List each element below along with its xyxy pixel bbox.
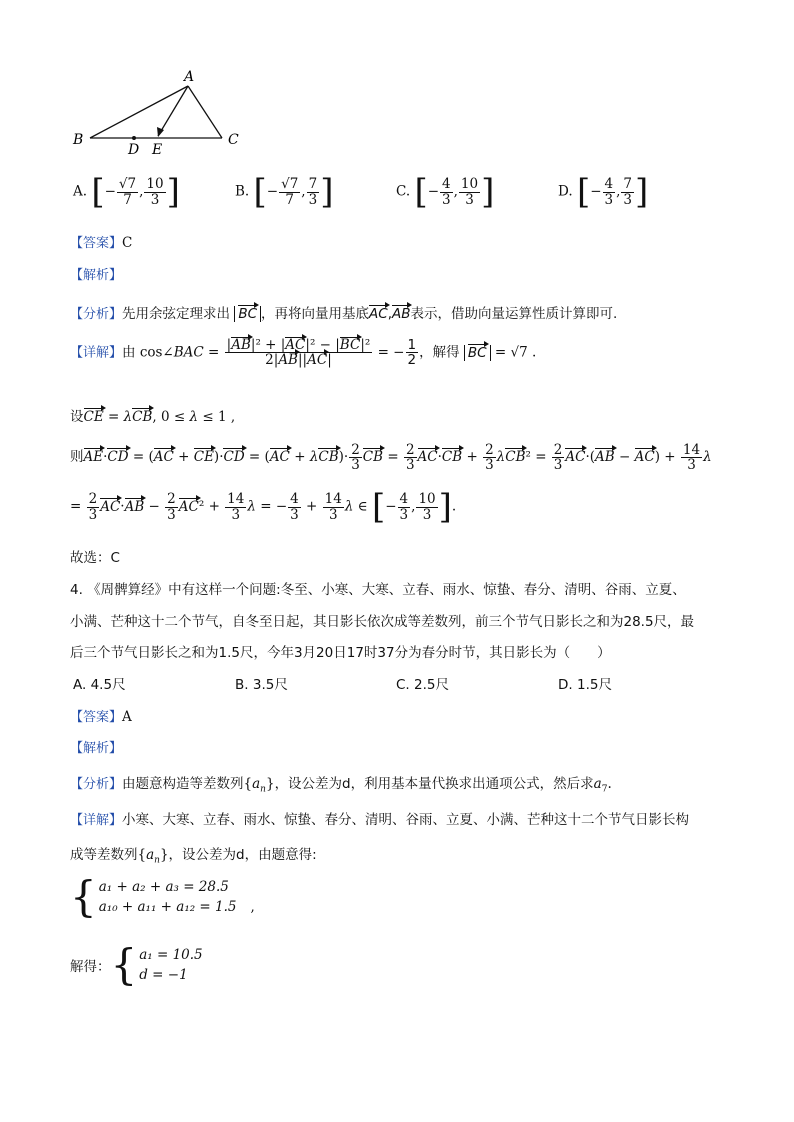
label-c: C xyxy=(228,132,239,148)
q4-system: { a₁ + a₂ + a₃ = 28.5 a₁₀ + a₁₁ + a₁₂ = 1.5 , xyxy=(70,872,255,921)
q4-fenxi-line: 【分析】由题意构造等差数列$\{a_n\}$，设公差为d，利用基本量代换求出通项公式，然后求$a_7$. xyxy=(70,776,612,795)
q4-xiangjie-line2: 成等差数列$\{a_n\}$，设公差为d，由题意得: xyxy=(70,847,317,866)
answer-tag: 【答案】 xyxy=(70,236,123,251)
q4-line2: 小满、芒种这十二个节气，自冬至日起，其日影长依次成等差数列，前三个节气日影长之和为28.5尺，最 xyxy=(70,614,695,630)
q4-solution: 解得： { a₁ = 10.5 d = −1 xyxy=(70,940,203,989)
q3-ze-line: 则AE·CD = (AC + CE)·CD = (AC + λCB)· $\frac{2}{3}$ CB = $\frac{2}{3}$ AC·CB + $\frac{2}{3}$ λCB² = $\frac{2}{3}$ AC·(AB − AC) + $\frac{14}{3}$ λ xyxy=(70,442,712,474)
sol1: a₁ = 10.5 xyxy=(139,947,203,963)
side-ac xyxy=(188,86,222,138)
q4-line3: 后三个节气日影长之和为1.5尺，今年3月20日17时37分为春分时节，其日影长为（ ） xyxy=(70,645,611,661)
q4-xiangjie-line1: 【详解】小寒、大寒、立春、雨水、惊蛰、春分、清明、谷雨、立夏、小满、芒种这十二个节气日影长构 xyxy=(70,812,690,828)
q4-option-d: D. 1.5尺 xyxy=(558,677,612,693)
q3-she-line: 设CE = λCB, 0 ≤ λ ≤ 1 , xyxy=(70,409,236,425)
q3-option-a: A. [− $\frac{√7}{7}$ , $\frac{10}{3}$ ] xyxy=(73,172,180,212)
q3-option-b: B. [− $\frac{√7}{7}$ , $\frac{7}{3}$ ] xyxy=(235,172,334,212)
q3-result-line: = $\frac{2}{3}$ AC·AB − $\frac{2}{3}$ AC² + $\frac{14}{3}$ λ = − $\frac{4}{3}$ + $\frac{14}{3}$ λ ∈ [− $\frac{4}{3}$ , $\frac{10}{3}$ ]. xyxy=(70,487,457,527)
q3-xiangjie-line: 【详解】由 cos∠BAC = $\frac{\text{|AB|² + |AC|² − |BC|²}}{2|AB||AC|}$ = − $\frac{1}{2}$ ，解得 BC = √7 . xyxy=(70,337,537,369)
label-a: A xyxy=(184,69,195,85)
abs-bc: BC xyxy=(234,306,261,322)
q3-option-c: C. [− $\frac{4}{3}$ , $\frac{10}{3}$ ] xyxy=(396,172,495,212)
q3-option-d: D. [− $\frac{4}{3}$ , $\frac{7}{3}$ ] xyxy=(558,172,649,212)
q3-analysis-tag: 【解析】 xyxy=(70,268,123,283)
label-d: D xyxy=(128,142,140,158)
sol2: d = −1 xyxy=(139,967,188,983)
eq1: a₁ + a₂ + a₃ = 28.5 xyxy=(98,879,229,895)
eq2: a₁₀ + a₁₁ + a₁₂ = 1.5 xyxy=(98,899,237,915)
q4-option-a: A. 4.5尺 xyxy=(73,677,126,693)
side-ab xyxy=(90,86,188,138)
cosine-fraction: $\frac{\text{|AB|² + |AC|² − |BC|²}}{2|AB||AC|}$ xyxy=(226,337,371,369)
q4-answer-line: 【答案】A xyxy=(70,709,132,725)
q3-fenxi-line: 【分析】先用余弦定理求出 BC ，再将向量用基底AC,AB表示，借助向量运算性质计算即可. xyxy=(70,306,618,322)
q3-guxuan: 故选：C xyxy=(70,550,120,566)
q4-analysis-tag: 【解析】 xyxy=(70,741,123,756)
point-d xyxy=(132,136,136,140)
answer-value: C xyxy=(122,235,133,251)
label-b: B xyxy=(73,132,84,148)
q4-option-c: C. 2.5尺 xyxy=(396,677,449,693)
triangle-figure xyxy=(68,66,258,158)
q4-line1: 4. 《周髀算经》中有这样一个问题:冬至、小寒、大寒、立春、雨水、惊蛰、春分、清明、谷雨、立夏、 xyxy=(70,582,686,598)
label-e: E xyxy=(152,142,163,158)
q3-answer-line xyxy=(70,232,132,251)
q4-option-b: B. 3.5尺 xyxy=(235,677,288,693)
